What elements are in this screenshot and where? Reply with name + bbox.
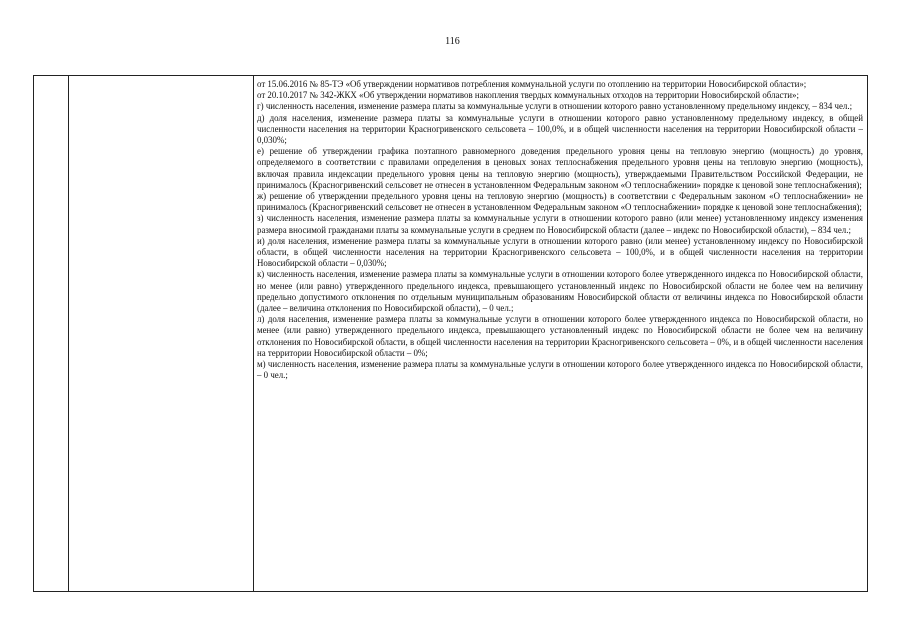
paragraph-resolution-342: от 20.10.2017 № 342-ЖКХ «Об утверждении нормативов накопления твердых коммунальных отходов на территории Новосибирской области»;	[257, 90, 799, 101]
paragraph-l: л) доля населения, изменение размера платы за коммунальные услуги в отношении которого более утвержденного индекса по Новосибирской области, но менее (или равно) утвержденного предельного индекса, превышающего установленный индекс по Новосибирской области не более чем на величину отклонения по Новосибирской области, в общей численности населения на территории Красногривенского сельсовета – 0%, и в общей численности населения на территории Новосибирской области – 0%;	[257, 314, 863, 358]
paragraph-e: е) решение об утверждении графика поэтапного равномерного доведения предельного уровня цены на тепловую энергию (мощность) до уровня, определяемого в соответствии с правилами определения в ценовых зонах теплоснабжения предельного уровня цены на тепловую энергию (мощность), включая правила индексации предельного уровня цены на тепловую энергию (мощность), утверждаемыми Правительством Российской Федерации, не принималось (Красногривенский сельсовет не отнесен в установленном Федеральным законом «О теплоснабжении» порядке к ценовой зоне теплоснабжения);	[257, 146, 863, 190]
document-table	[33, 75, 868, 592]
paragraph-k: к) численность населения, изменение размера платы за коммунальные услуги в отношении которого более утвержденного индекса по Новосибирской области, но менее (или равно) утвержденного предельного индекса, превышающего установленный индекс по Новосибирской области не более чем на величину предельно допустимого отклонения по отдельным муниципальным образованиям Новосибирской области от величины индекса по Новосибирской области (далее – величина отклонения по Новосибирской области), – 0 чел.;	[257, 269, 863, 314]
paragraph-i: и) доля населения, изменение размера платы за коммунальные услуги в отношении которого равно (или менее) установленному индексу по Новосибирской области, в общей численности населения на территории Красногривенского сельсовета – 100,0%, и в общей численности населения на территории Новосибирской области – 0,030%;	[257, 235, 863, 269]
table-column-content	[254, 76, 867, 591]
table-column-number	[34, 76, 69, 591]
paragraph-g: г) численность населения, изменение размера платы за коммунальные услуги в отношении которого равно установленному предельному индексу, – 834 чел.;	[257, 101, 853, 112]
page-number: 116	[445, 36, 460, 47]
paragraph-z: з) численность населения, изменение размера платы за коммунальные услуги в отношении которого равно (или менее) установленному индексу изменения размера вносимой гражданами платы за коммунальные услуги в среднем по Новосибирской области (далее – индекс по Новосибирской области), – 834 чел.;	[257, 213, 863, 235]
paragraph-resolution-85: от 15.06.2016 № 85-ТЭ «Об утверждении нормативов потребления коммунальной услуги по отоплению на территории Новосибирской области»;	[257, 79, 807, 89]
paragraph-d: д) доля населения, изменение размера платы за коммунальные услуги в отношении которого равно установленному предельному индексу, в общей численности населения на территории Красногривенского сельсовета – 100,0%, и в общей численности населения на территории Новосибирской области – 0,030%;	[257, 112, 863, 146]
table-column-name	[69, 76, 254, 591]
paragraph-zh: ж) решение об утверждении предельного уровня цены на тепловую энергию (мощность) в соответствии с Федеральным законом «О теплоснабжении» не принималось (Красногривенский сельсовет не отнесен в установленном Федеральным законом «О теплоснабжении» порядке к ценовой зоне теплоснабжения);	[257, 191, 863, 213]
paragraph-m: м) численность населения, изменение размера платы за коммунальные услуги в отношении которого более утвержденного индекса по Новосибирской области, – 0 чел.;	[257, 359, 863, 381]
